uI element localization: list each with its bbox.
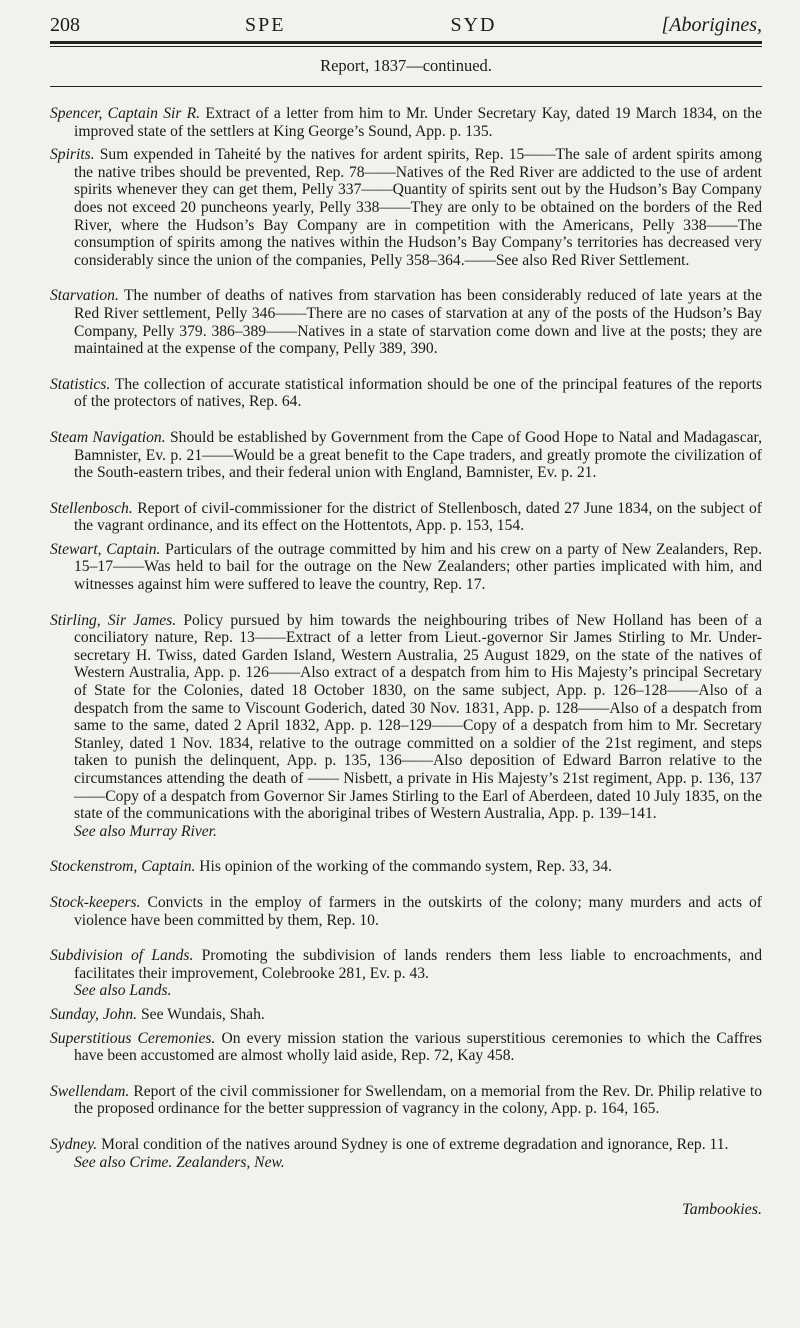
index-entry	[50, 146, 762, 269]
index-entry	[50, 541, 762, 594]
index-entry	[50, 376, 762, 411]
entry-heading: Spencer, Captain Sir R.	[50, 105, 201, 122]
page-number: 208	[50, 14, 80, 36]
entry-heading: Spirits.	[50, 146, 95, 164]
entry-text: Sum expended in Taheité by the natives for ardent spirits, Rep. 15——The sale of ardent spirits among the native tribes should be prevented, Rep. 78——Natives of the Red River are addicted to the use of ardent spirits whenever they can get them, Pelly 337——Quantity of spirits sent out by the Hudson’s Bay Company does not exceed 20 puncheons yearly, Pelly 338——They are only to be obtained on the borders of the Red River, where the Hudson’s Bay Company are in competition with the Americans, Pelly 338——The consumption of spirits among the natives within the Hudson’s Bay Company’s territories has decreased very considerably since the union of the companies, Pelly 358–364.——See also Red River Settlement.	[74, 146, 762, 269]
entry-text: Policy pursued by him towards the neighbouring tribes of New Holland has been of a conciliatory nature, Rep. 13——Extract of a letter from Lieut.-governor Sir James Stirling to Mr. Under-secretary H. Twiss, dated Garden Island, Western Australia, 25 August 1829, on the state of the natives of Western Australia, App. p. 126——Also extract of a despatch from him to His Majesty’s principal Secretary of State for the Colonies, dated 18 October 1830, on the same subject, App. p. 126–128——Also of a despatch from the same to Viscount Goderich, dated 30 Nov. 1831, App. p. 128——Also of a despatch from same to the same, dated 2 April 1832, App. p. 128–129——Copy of a despatch from him to Mr. Secretary Stanley, dated 1 Nov. 1834, relative to the outrage committed on a soldier of the 21st regiment, and steps taken to punish the delinquent, App. p. 135, 136——Also deposition of Edward Barron relative to the circumstances attending the death of —— Nisbett, a private in His Majesty’s 21st regiment, App. p. 136, 137——Copy of a despatch from Governor Sir James Stirling to the Earl of Aberdeen, dated 10 July 1835, on the state of the communications with the aboriginal tribes of Western Australia, App. p. 139–141.	[74, 611, 762, 823]
entry-text: The collection of accurate statistical information should be one of the principal features of the reports of the protectors of natives, Rep. 64.	[74, 375, 762, 411]
entry-text: Extract of a letter from him to Mr. Under Secretary Kay, dated 19 March 1834, on the improved state of the settlers at King George’s Sound, App. p. 135.	[74, 105, 762, 140]
header-rule-thick	[50, 41, 762, 44]
index-entries	[50, 105, 762, 1171]
index-entry	[50, 858, 762, 876]
index-entry	[50, 500, 762, 535]
index-entry	[50, 894, 762, 929]
entry-heading: Subdivision of Lands.	[50, 947, 194, 965]
catchword: Tambookies.	[682, 1201, 762, 1219]
see-also-reference: See also Crime. Zealanders, New.	[74, 1153, 285, 1171]
entry-heading: Stellenbosch.	[50, 499, 133, 517]
index-entry	[50, 105, 762, 140]
entry-heading: Stockenstrom, Captain.	[50, 858, 196, 876]
entry-heading: Stock-keepers.	[50, 893, 141, 911]
entry-text: On every mission station the various superstitious ceremonies to which the Caffres have been accustomed are almost wholly laid aside, Rep. 72, Kay 458.	[74, 1029, 763, 1065]
index-entry	[50, 1030, 762, 1065]
entry-text: Moral condition of the natives around Sydney is one of extreme degradation and ignorance, Rep. 11.	[101, 1135, 729, 1153]
index-entry	[50, 429, 762, 482]
entry-heading: Stirling, Sir James.	[50, 611, 177, 629]
index-entry	[50, 287, 762, 357]
running-header	[50, 14, 762, 37]
entry-heading: Sunday, John.	[50, 1005, 138, 1023]
entry-text: Report of the civil commissioner for Swellendam, on a memorial from the Rev. Dr. Philip relative to the proposed ordinance for the better suppression of vagrancy in the colony, App. p. 164, 165.	[74, 1082, 763, 1118]
index-entry	[50, 1006, 762, 1024]
entry-heading: Sydney.	[50, 1135, 98, 1153]
entry-text: Particulars of the outrage committed by him and his crew on a party of New Zealanders, Rep. 15–17——Was held to bail for the outrage on the New Zealanders; other parties implicated with him, and witnesses against him were suffered to leave the country, Rep. 17.	[74, 540, 762, 594]
entry-heading: Superstitious Ceremonies.	[50, 1029, 216, 1047]
see-also-reference: See also Lands.	[74, 982, 172, 1000]
index-entry	[50, 1083, 762, 1118]
entry-text: Report of civil-commissioner for the district of Stellenbosch, dated 27 June 1834, on the subject of the vagrant ordinance, and its effect on the Hottentots, App. p. 153, 154.	[74, 499, 762, 535]
header-rule-thin	[50, 46, 762, 47]
entry-heading: Stewart, Captain.	[50, 540, 161, 558]
entry-text: Convicts in the employ of farmers in the outskirts of the colony; many murders and acts of violence have been committed by them, Rep. 10.	[74, 893, 762, 929]
index-entry	[50, 1136, 762, 1154]
index-entry	[50, 612, 762, 823]
see-also-reference: See also Murray River.	[74, 822, 217, 840]
running-head-right: SYD	[450, 14, 497, 36]
index-entry	[50, 947, 762, 982]
section-title: [Aborigines,	[661, 14, 762, 36]
entry-heading: Statistics.	[50, 375, 111, 393]
running-head-left: SPE	[244, 14, 286, 36]
entry-text: His opinion of the working of the commando system, Rep. 33, 34.	[199, 858, 613, 876]
entry-heading: Steam Navigation.	[50, 428, 166, 446]
entry-heading: Swellendam.	[50, 1082, 130, 1100]
entry-text: See Wundais, Shah.	[140, 1005, 265, 1023]
entry-heading: Starvation.	[50, 287, 119, 305]
entry-text: Promoting the subdivision of lands renders them less liable to encroachments, and facilitates their improvement, Colebrooke 281, Ev. p. 43.	[74, 947, 762, 982]
report-subheader: Report, 1837—continued.	[320, 56, 492, 75]
entry-text: Should be established by Government from the Cape of Good Hope to Natal and Madagascar, Bamnister, Ev. p. 21——Would be a great benefit to the Cape traders, and greatly promote the civilization of the South-eastern tribes, and their federal union with England, Bamnister, Ev. p. 21.	[74, 428, 762, 482]
entry-text: The number of deaths of natives from starvation has been considerably reduced of late years at the Red River settlement, Pelly 346——There are no cases of starvation at any of the posts of the Hudson’s Bay Company, Pelly 379. 386–389——Natives in a state of starvation come down and live at the posts; they are maintained at the expense of the company, Pelly 389, 390.	[74, 287, 762, 358]
subheader-rule	[50, 86, 762, 87]
